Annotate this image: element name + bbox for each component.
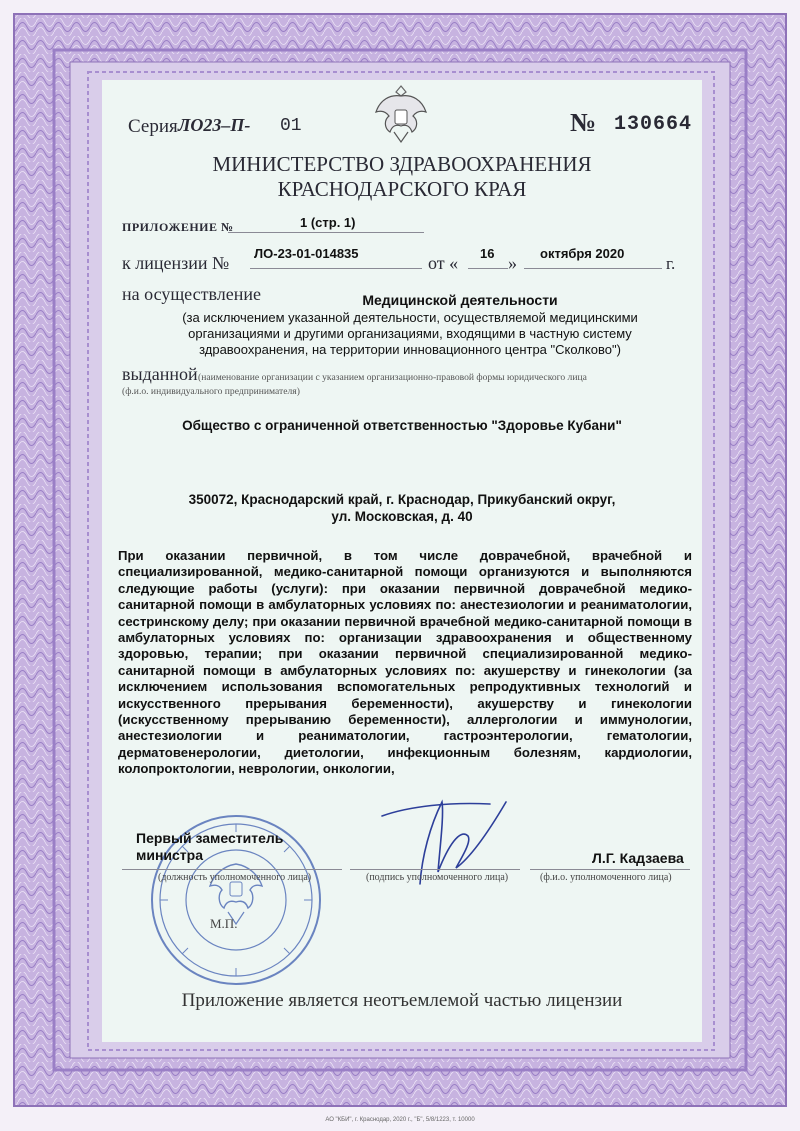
ministry-line1: МИНИСТЕРСТВО ЗДРАВООХРАНЕНИЯ [212,152,592,176]
activity-note-3: здравоохранения, на территории инновационного центра "Сколково") [199,342,621,357]
footer-text: Приложение является неотъемлемой частью лицензии [181,990,623,1011]
series-value: ЛО23–П- [178,115,251,135]
license-label: к лицензии № [122,253,230,273]
coat-of-arms-icon [372,82,430,146]
name-caption: (ф.и.о. уполномоченного лица) [540,872,672,883]
printer-note: АО "КБИ", г. Краснодар, 2020 г., "Б", 5/8/1223, т. 10000 [325,1117,475,1123]
appendix-underline [228,232,424,233]
license-day: 16 [480,246,495,261]
position-underline [122,869,342,870]
issued-hint-1: (наименование организации с указанием организационно-правовой формы юридического лица [198,372,587,383]
number-sign: № [570,108,597,137]
date-underline [524,268,662,269]
ministry-line2: КРАСНОДАРСКОГО КРАЯ [277,177,527,201]
sign-caption: (подпись уполномоченного лица) [366,872,509,883]
position-line1: Первый заместитель [136,830,284,846]
day-underline [468,268,508,269]
license-month-year: октября 2020 [540,246,625,261]
organization-name: Общество с ограниченной ответственностью "Здоровье Кубани" [182,418,622,433]
activity-note-2: организациями и другими организациями, входящими в частную систему [188,326,632,341]
sign-underline [350,869,520,870]
signatory-name: Л.Г. Кадзаева [592,850,684,866]
address-line1: 350072, Краснодарский край, г. Краснодар, Прикубанский округ, [188,492,616,507]
position-caption: (должность уполномоченного лица) [158,872,312,883]
license-underline [250,268,422,269]
license-value: ЛО-23-01-014835 [254,246,359,261]
activity-note-1: (за исключением указанной деятельности, осуществляемой медицинскими [182,310,638,325]
issued-label: выданной [122,364,198,384]
series-suffix: 01 [280,116,302,136]
license-from-label: от « [428,253,459,273]
license-close-quote: » [508,253,517,273]
series-label: Серия [128,116,178,137]
mp-label: М.П. [210,916,238,931]
appendix-value: 1 (стр. 1) [300,215,356,230]
license-number: 130664 [614,113,693,136]
issued-hint-2: (ф.и.о. индивидуального предпринимателя) [122,386,300,397]
appendix-label: ПРИЛОЖЕНИЕ № [122,220,234,234]
works-text: При оказании первичной, в том числе доврачебной, врачебной и специализированной, медико-санитарной помощи организуются и выполняются следующие работы (услуги): при оказании первичной доврачебной медико-санитарной помощи в амбулаторных условиях по: анестезиологии и реаниматологии, сестринскому делу; при оказании первичной врачебной медико-санитарной помощи в амбулаторных условиях по: организации здравоохранения и общественному здоровью, терапии; при оказании первичной специализированной медико-санитарной помощи в амбулаторных условиях по: акушерству и гинекологии (за исключением использования вспомогательных репродуктивных технологий и искусственного прерывания беременности), акушерству и гинекологии (искусственному прерыванию беременности), аллергологии и иммунологии, анестезиологии и реаниматологии, гастроэнтерологии, гематологии, дерматовенерологии, диетологии, инфекционным болезням, кардиологии, колопроктологии, неврологии, онкологии, [118,548,692,777]
license-year-suffix: г. [666,254,676,273]
address-line2: ул. Московская, д. 40 [331,509,473,524]
name-underline [530,869,690,870]
activity-label: на осуществление [122,284,261,304]
activity-title: Медицинской деятельности [362,292,558,308]
position-line2: министра [136,847,204,863]
